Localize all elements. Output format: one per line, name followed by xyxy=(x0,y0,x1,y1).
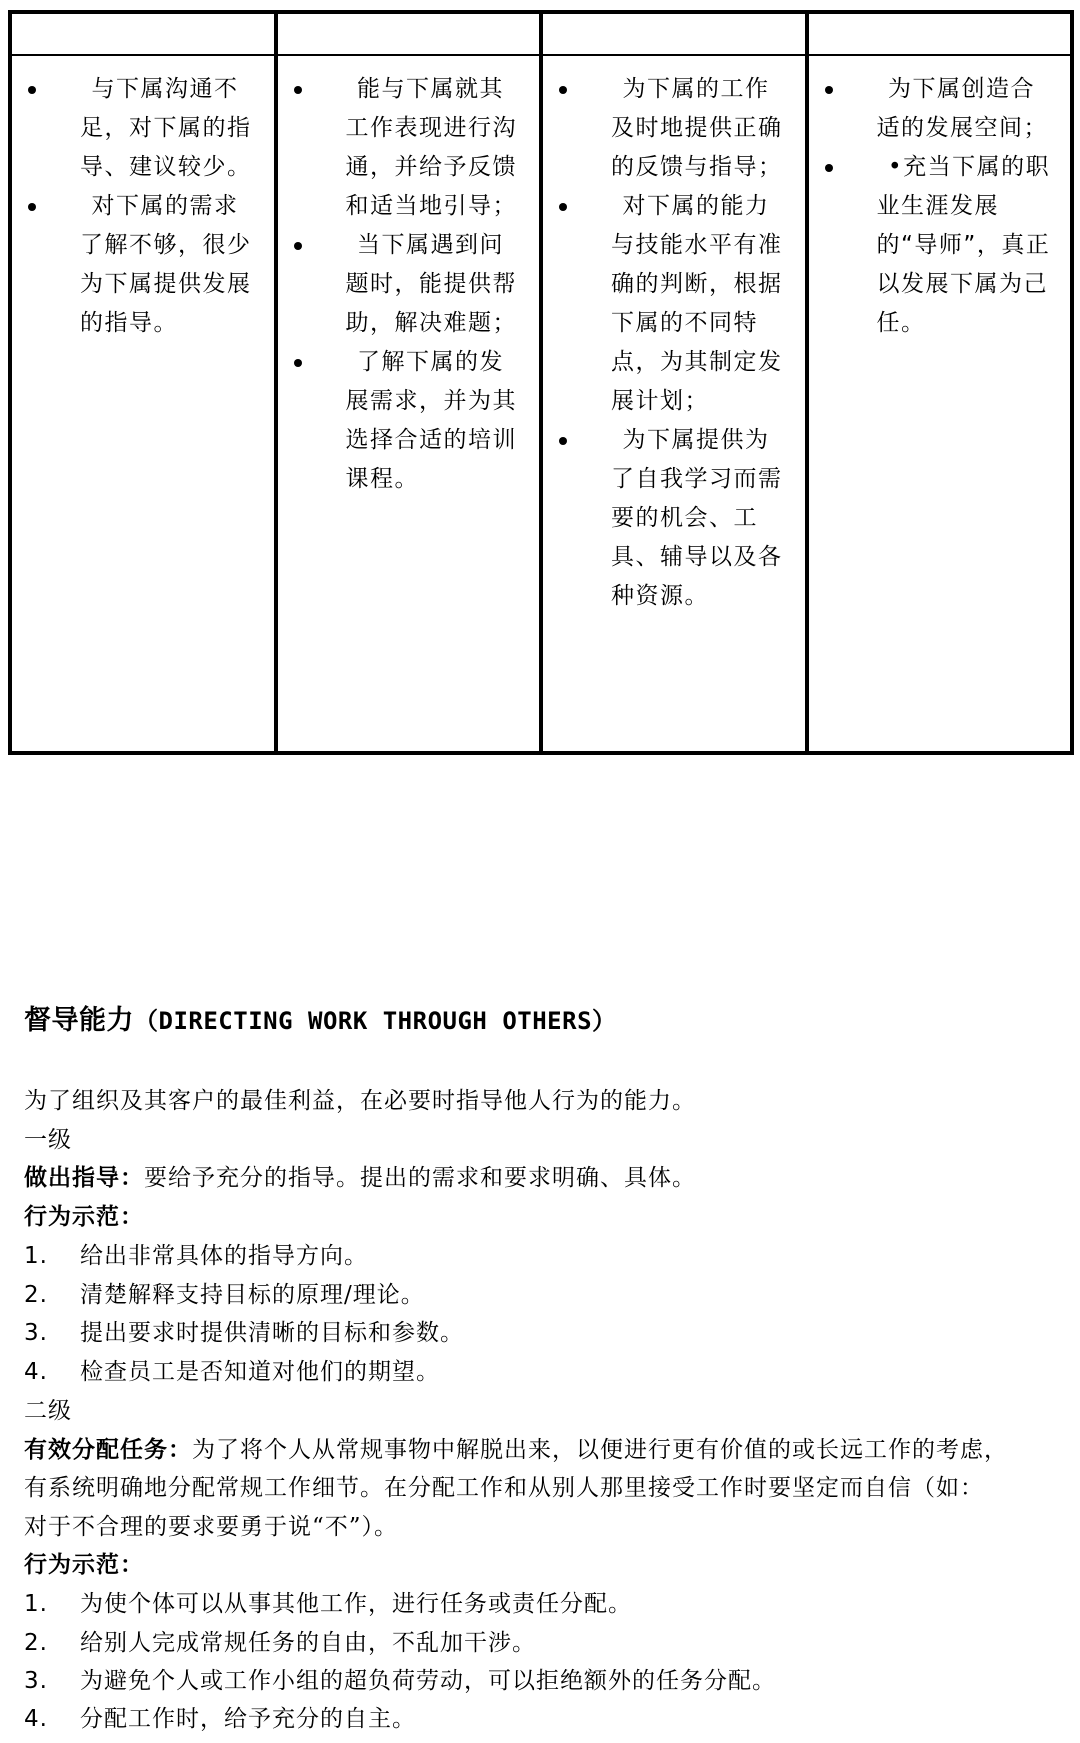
list-item: 4. 分配工作时，给予充分的自主。 xyxy=(24,1706,416,1732)
list-item: 对下属的能力与技能水平有准确的判断，根据下属的不同特点，为其制定发展计划； xyxy=(553,187,787,421)
bullet-icon xyxy=(294,86,302,94)
list-item: •充当下属的职业生涯发展的“导师”，真正以发展下属为己任。 xyxy=(819,148,1053,343)
list-item: 1. 给出非常具体的指导方向。 xyxy=(24,1243,368,1269)
table-header-cell xyxy=(543,14,805,56)
table-column-4 xyxy=(805,14,1071,751)
bullet-list xyxy=(553,70,787,616)
bullet-list xyxy=(22,70,256,343)
table-column-2 xyxy=(274,14,540,751)
bullet-icon xyxy=(825,164,833,172)
bullet-icon xyxy=(559,86,567,94)
bullet-list xyxy=(288,70,522,499)
table-column-3 xyxy=(539,14,805,751)
table-header-cell xyxy=(12,14,274,56)
list-item: 2. 清楚解释支持目标的原理/理论。 xyxy=(24,1282,425,1308)
table-column-1 xyxy=(12,14,274,751)
section-title xyxy=(24,998,617,1037)
list-item: 2. 给别人完成常规任务的自由，不乱加干涉。 xyxy=(24,1630,536,1656)
list-item: 为下属提供为了自我学习而需要的机会、工具、辅导以及各种资源。 xyxy=(553,421,787,616)
list-item: 了解下属的发展需求，并为其选择合适的培训课程。 xyxy=(288,343,522,499)
level-2-description-cont: 有系统明确地分配常规工作细节。在分配工作和从别人那里接受工作时要坚定而自信（如： xyxy=(24,1475,984,1501)
definition: 为了组织及其客户的最佳利益，在必要时指导他人行为的能力。 xyxy=(24,1088,696,1114)
bullet-icon xyxy=(294,359,302,367)
table-header-cell xyxy=(809,14,1071,56)
list-item: 为下属创造合适的发展空间； xyxy=(819,70,1053,148)
list-item: 与下属沟通不足，对下属的指导、建议较少。 xyxy=(22,70,256,187)
level-1-heading: 一级 xyxy=(24,1127,72,1153)
list-item: 能与下属就其工作表现进行沟通，并给予反馈和适当地引导； xyxy=(288,70,522,226)
table-header-cell xyxy=(278,14,540,56)
section-title-en: （DIRECTING WORK THROUGH OTHERS） xyxy=(134,1007,617,1035)
level-2-description-cont: 对于不合理的要求要勇于说“不”）。 xyxy=(24,1514,399,1540)
list-item: 对下属的需求了解不够，很少为下属提供发展的指导。 xyxy=(22,187,256,343)
level-1-behavior-label: 行为示范： xyxy=(24,1203,144,1230)
list-item: 3. 提出要求时提供清晰的目标和参数。 xyxy=(24,1320,464,1346)
section-title-cn: 督导能力 xyxy=(24,1005,134,1036)
level-1-desc: 要给予充分的指导。提出的需求和要求明确、具体。 xyxy=(144,1165,696,1191)
level-1-term: 做出指导： xyxy=(24,1164,144,1191)
list-item: 4. 检查员工是否知道对他们的期望。 xyxy=(24,1359,440,1385)
competency-table xyxy=(8,10,1074,755)
list-item: 当下属遇到问题时，能提供帮助，解决难题； xyxy=(288,226,522,343)
bullet-icon xyxy=(28,203,36,211)
bullet-icon xyxy=(294,242,302,250)
list-item: 为下属的工作及时地提供正确的反馈与指导； xyxy=(553,70,787,187)
bullet-icon xyxy=(28,86,36,94)
level-1-description xyxy=(24,1159,1064,1197)
bullet-icon xyxy=(559,437,567,445)
bullet-icon xyxy=(825,86,833,94)
bullet-list xyxy=(819,70,1053,343)
level-2-behavior-label: 行为示范： xyxy=(24,1551,144,1578)
bullet-icon xyxy=(559,203,567,211)
level-2-heading: 二级 xyxy=(24,1398,72,1424)
level-2-term: 有效分配任务： xyxy=(24,1436,192,1463)
level-2-description: 有效分配任务：为了将个人从常规事物中解脱出来，以便进行更有价值的或长远工作的考虑， xyxy=(24,1436,1008,1463)
list-item: 1. 为使个体可以从事其他工作，进行任务或责任分配。 xyxy=(24,1591,632,1617)
list-item: 3. 为避免个人或工作小组的超负荷劳动，可以拒绝额外的任务分配。 xyxy=(24,1668,776,1694)
